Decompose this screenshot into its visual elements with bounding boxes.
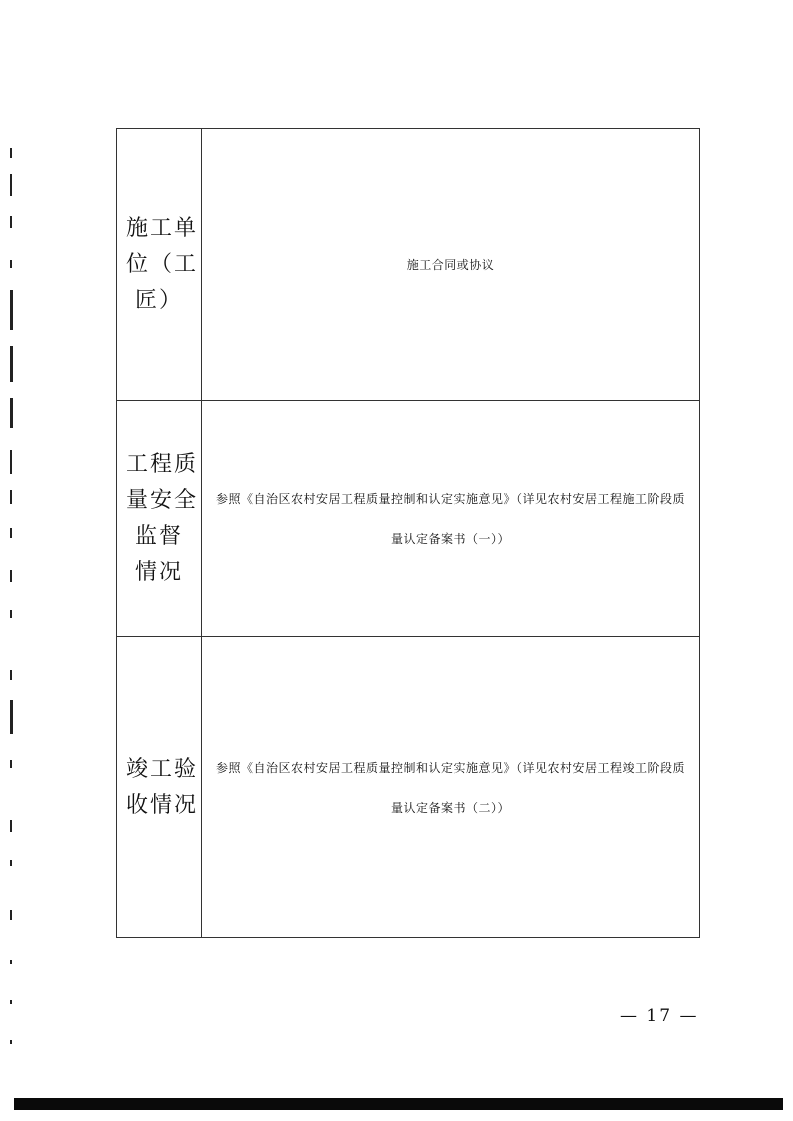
row-label-line: 施工单	[126, 215, 199, 241]
table-row-construction-unit	[117, 129, 699, 401]
record-table	[116, 128, 700, 938]
row-label-line: 竣工验	[126, 756, 199, 782]
row-label-line: 监督	[134, 523, 183, 549]
row-content-line: 施工合同或协议	[406, 257, 495, 272]
row-content-line: 量认定备案书（二））	[390, 800, 510, 815]
row-content-line: 参照《自治区农村安居工程质量控制和认定实施意见》（详见农村安居工程竣工阶段质	[215, 760, 685, 775]
row-label-line: 情况	[134, 559, 183, 585]
row-content-line: 参照《自治区农村安居工程质量控制和认定实施意见》（详见农村安居工程施工阶段质	[215, 491, 685, 506]
row-content-cell	[202, 401, 699, 636]
row-label	[126, 447, 199, 591]
table-row-completion-acceptance	[117, 637, 699, 938]
row-label	[126, 752, 199, 824]
row-content-line: 量认定备案书（一））	[390, 531, 510, 546]
row-label-line: 工程质	[126, 451, 199, 477]
page-number: — 17 —	[620, 1006, 699, 1026]
row-content-cell	[202, 129, 699, 400]
row-label-cell	[117, 637, 202, 938]
table-row-quality-safety	[117, 401, 699, 637]
bottom-edge-bar	[14, 1098, 783, 1110]
row-label-line: 量安全	[126, 487, 199, 513]
binding-marks	[8, 140, 16, 1060]
row-content	[212, 748, 689, 828]
row-label-cell	[117, 401, 202, 636]
row-content	[403, 245, 499, 285]
row-content	[212, 479, 689, 559]
row-label-cell	[117, 129, 202, 400]
row-label	[126, 211, 199, 319]
row-label-line: 收情况	[126, 792, 199, 818]
row-label-line: 位（工	[126, 251, 199, 277]
row-label-line: 匠）	[134, 287, 183, 313]
row-content-cell	[202, 637, 699, 938]
